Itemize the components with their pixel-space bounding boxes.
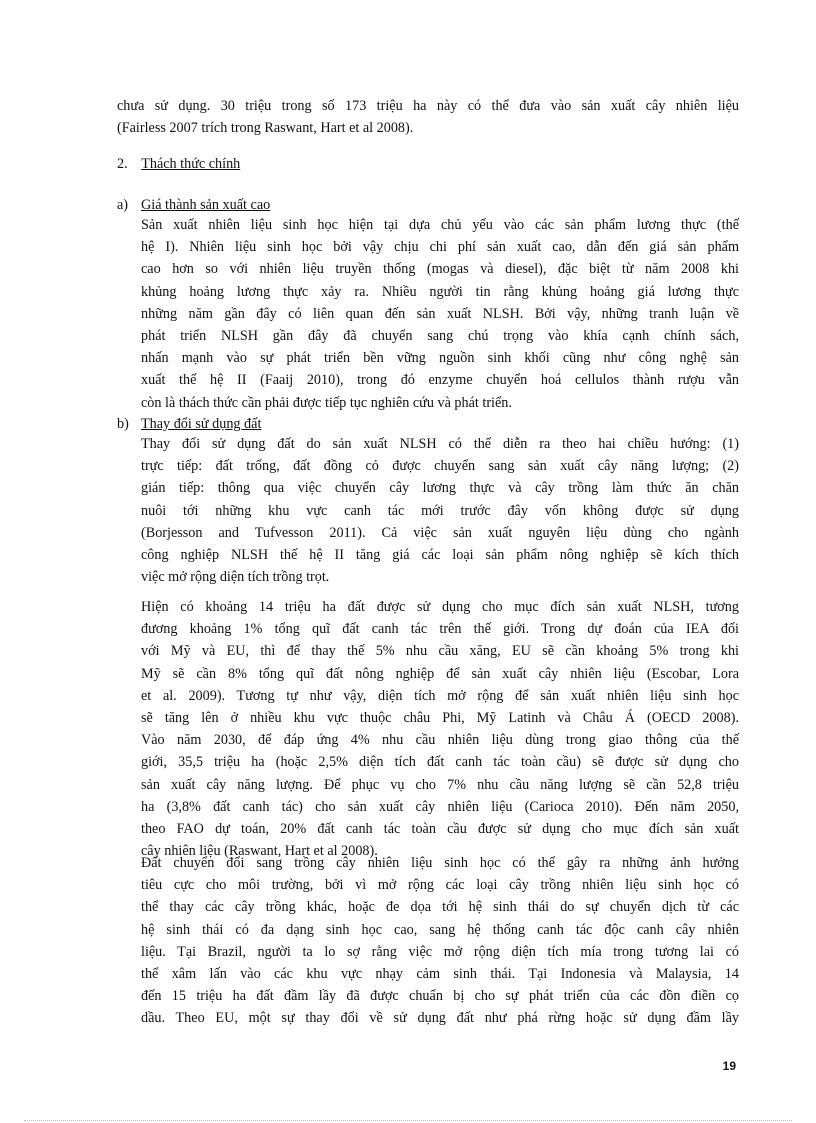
subsection-title-b xyxy=(141,413,261,435)
text-line: hệ I). Nhiên liệu sinh học bởi vậy chịu chi phí sản xuất cao, dẫn đến giá sản phẩm xyxy=(141,239,739,256)
text-line: nhấn mạnh vào sự phát triển bền vững nguồn sinh khối cũng như công nghệ sản xyxy=(141,350,739,367)
text-line: Đất chuyển đổi sang trồng cây nhiên liệu sinh học có thể gây ra những ảnh hưởng xyxy=(141,855,739,871)
text-line: liệu. Tại Brazil, người ta lo sợ rằng việc mở rộng diện tích mía trong tương lai có xyxy=(141,943,739,960)
text-line: thể xâm lấn vào các khu vực nhạy cảm sinh thái. Tại Indonesia và Malaysia, 14 xyxy=(141,966,739,983)
text-line: trực tiếp: đất trống, đất đồng cỏ được chuyển sang sản xuất cây năng lượng; (2) xyxy=(141,458,739,475)
text-line: cao hơn so với nhiên liệu truyền thống (mogas và diesel), đặc biệt từ năm 2008 khi xyxy=(141,261,739,278)
text-line: những năm gần đây có liên quan đến sản xuất NLSH. Bởi vậy, những tranh luận về xyxy=(141,305,739,322)
text-line: (Fairless 2007 trích trong Raswant, Hart et al 2008). xyxy=(117,120,414,137)
subsection-heading-a xyxy=(117,194,128,216)
subsection-title-a xyxy=(141,194,270,216)
text-line: phát triển NLSH gần đây đã chuyển sang chú trọng vào khía cạnh chính sách, xyxy=(141,328,739,345)
text-line: sản xuất cây năng lượng. Để phục vụ cho 7% nhu cầu năng lượng sẽ cần 52,8 triệu xyxy=(141,776,739,793)
text-line: việc mở rộng diện tích trồng trọt. xyxy=(141,569,330,586)
text-line: tiêu cực cho môi trường, bởi vì mở rộng các loại cây trồng nhiên liệu sinh học có xyxy=(141,877,739,894)
page-number: 19 xyxy=(722,1059,736,1073)
text-line: Mỹ sẽ cần 8% tổng quĩ đất nông nghiệp để sản xuất cây nhiên liệu (Escobar, Lora xyxy=(141,665,739,682)
paragraph-b1 xyxy=(141,433,739,588)
text-line: xuất thế hệ II (Faaij 2010), trong đó enzyme chuyển hoá cellulos thành rượu vẫn xyxy=(141,372,739,389)
text-line: cây nhiên liệu (Raswant, Hart et al 2008). xyxy=(141,843,378,860)
text-line: Sản xuất nhiên liệu sinh học hiện tại dựa chủ yếu vào các sản phẩm lương thực (thế xyxy=(141,217,739,233)
subsection-label: a) xyxy=(117,197,129,213)
text-line: Vào năm 2030, để đáp ứng 4% nhu cầu nhiên liệu dùng trong giao thông của thế xyxy=(141,732,739,749)
subsection-label: b) xyxy=(117,416,129,432)
text-line: còn là thách thức cần phải được tiếp tục nghiên cứu và phát triển. xyxy=(141,394,512,411)
text-line: giới, 35,5 triệu ha (hoặc 2,5% diện tích đất canh tác toàn cầu) sẽ được sử dụng cho xyxy=(141,754,739,771)
paragraph-a1 xyxy=(141,214,739,414)
section-heading xyxy=(117,153,240,175)
section-number: 2. xyxy=(117,156,128,172)
text-line: Hiện có khoảng 14 triệu ha đất được sử dụng cho mục đích sản xuất NLSH, tương xyxy=(141,599,739,615)
text-line: theo FAO dự toán, 20% đất canh tác toàn cầu được sử dụng cho mục đích sản xuất xyxy=(141,821,739,838)
paragraph-b3 xyxy=(141,852,739,1030)
paragraph-b2 xyxy=(141,596,739,862)
text-line: gián tiếp: thông qua việc chuyển cây lương thực và cây trồng làm thức ăn chăn xyxy=(141,480,739,497)
subsection-title: Thay đổi sử dụng đất xyxy=(141,416,262,432)
intro-paragraph xyxy=(117,95,739,139)
text-line: thể thay các cây trồng khác, hoặc đe dọa tới hệ sinh thái do sự chuyển dịch từ các xyxy=(141,899,739,916)
text-line: công nghiệp NLSH thế hệ II tăng giá các loại sản phẩm nông nghiệp sẽ kích thích xyxy=(141,547,739,564)
page-bottom-divider xyxy=(24,1120,792,1121)
text-line: khủng hoảng lương thực xảy ra. Nhiều người tin rằng khủng hoảng giá lương thực xyxy=(141,283,739,300)
text-line: ha (3,8% đất canh tác) cho sản xuất cây nhiên liệu (Carioca 2010). Đến năm 2050, xyxy=(141,798,739,815)
text-line: (Borjesson and Tufvesson 2011). Cả việc sản xuất nguyên liệu dùng cho ngành xyxy=(141,524,739,541)
text-line: nuôi tới những khu vực canh tác mới trước đây vốn không được sử dụng xyxy=(141,502,739,519)
text-line: đương khoảng 1% tổng quĩ đất canh tác trên thế giới. Trong dự đoán của IEA đối xyxy=(141,621,739,638)
text-line: đến 15 triệu ha đất đầm lầy đã được chuẩn bị cho sự phát triển của các đồn điền cọ xyxy=(141,988,739,1005)
text-line: Thay đổi sử dụng đất do sản xuất NLSH có thể diễn ra theo hai chiều hướng: (1) xyxy=(141,436,739,452)
text-line: et al. 2009). Tương tự như vậy, diện tích mở rộng để sản xuất nhiên liệu sinh học xyxy=(141,687,739,704)
section-title: Thách thức chính xyxy=(141,156,241,172)
text-line: với Mỹ và EU, thì để thay thế 5% nhu cầu xăng, EU sẽ cần khoảng 5% trong khi xyxy=(141,643,739,660)
subsection-heading-b xyxy=(117,413,129,435)
subsection-title: Giá thành sản xuất cao xyxy=(141,197,271,213)
text-line: hệ sinh thái có đa dạng sinh học cao, sang hệ thống canh tác độc canh cây nhiên xyxy=(141,921,739,938)
text-line: dầu. Theo EU, một sự thay đổi về sử dụng đất như phá rừng hoặc sử dụng đầm lầy xyxy=(141,1010,739,1027)
text-line: sẽ tăng lên ở nhiều khu vực thuộc châu Phi, Mỹ Latinh và Châu Á (OECD 2008). xyxy=(141,710,739,727)
text-line: chưa sử dụng. 30 triệu trong số 173 triệu ha này có thể đưa vào sản xuất cây nhiên liệu xyxy=(117,98,739,114)
